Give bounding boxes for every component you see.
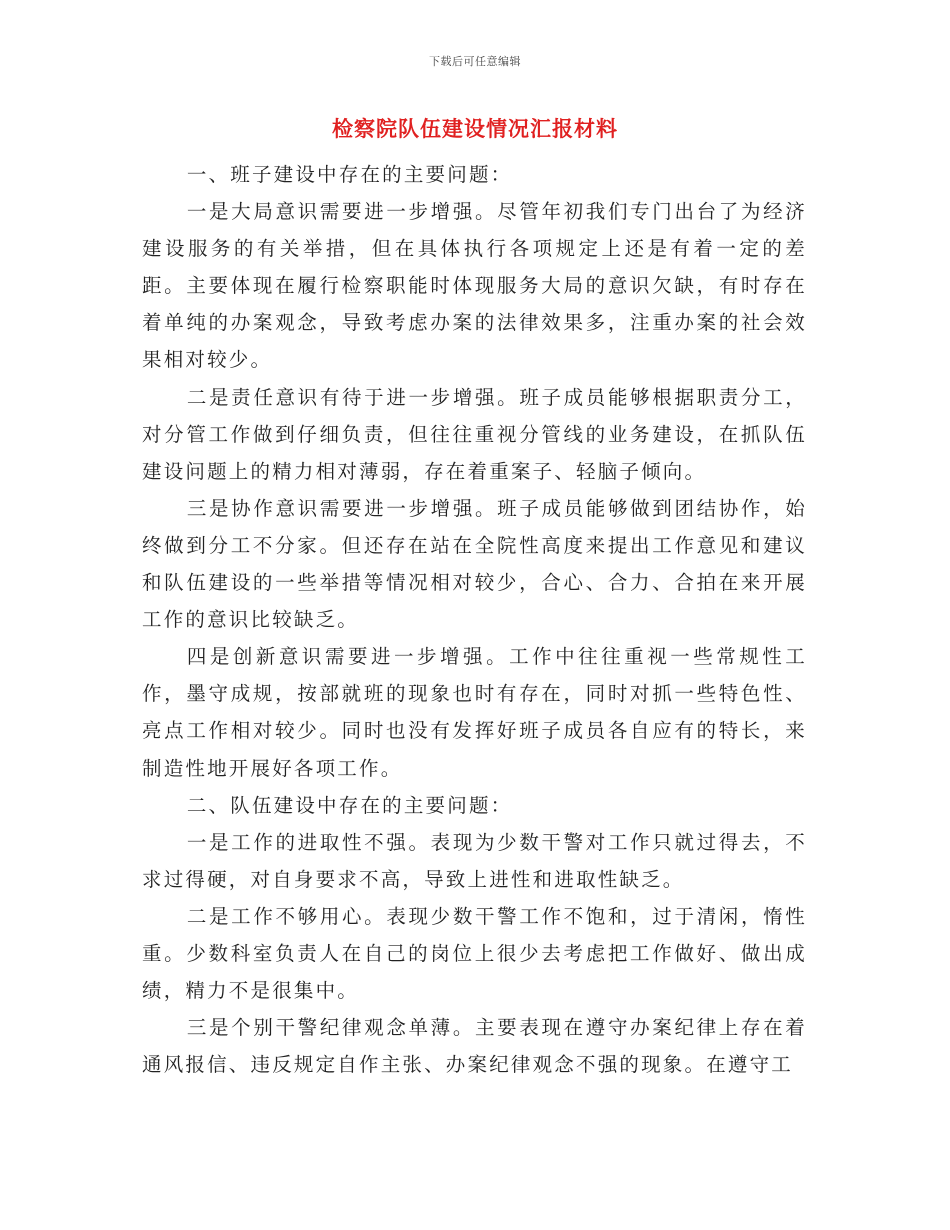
- document-body: [142, 156, 807, 1083]
- paragraph-4: 四是创新意识需要进一步增强。工作中往往重视一些常规性工作，墨守成规，按部就班的现象也时有存在，同时对抓一些特色性、亮点工作相对较少。同时也没有发挥好班子成员各自应有的特长，来制造性地开展好各项工作。: [142, 645, 807, 780]
- header-note: 下载后可任意编辑: [429, 55, 521, 68]
- document-title: 检察院队伍建设情况汇报材料: [332, 117, 618, 141]
- paragraph-2: 二是责任意识有待于进一步增强。班子成员能够根据职责分工，对分管工作做到仔细负责，但往往重视分管线的业务建设，在抓队伍建设问题上的精力相对薄弱，存在着重案子、轻脑子倾向。: [142, 385, 807, 483]
- paragraph-6: 二是工作不够用心。表现少数干警工作不饱和，过于清闲，惰性重。少数科室负责人在自己的岗位上很少去考虑把工作做好、做出成绩，精力不是很集中。: [142, 904, 807, 1003]
- paragraph-5: 一是工作的进取性不强。表现为少数干警对工作只就过得去，不求过得硬，对自身要求不高，导致上进性和进取性缺乏。: [142, 830, 807, 891]
- section-heading-2: 二、队伍建设中存在的主要问题：: [186, 793, 513, 817]
- paragraph-7: 三是个别干警纪律观念单薄。主要表现在遵守办案纪律上存在着通风报信、违反规定自作主张、办案纪律观念不强的现象。在遵守工: [142, 1016, 807, 1077]
- section-heading-1: 一、班子建设中存在的主要问题：: [186, 163, 513, 186]
- paragraph-3: 三是协作意识需要进一步增强。班子成员能够做到团结协作，始终做到分工不分家。但还存在站在全院性高度来提出工作意见和建议和队伍建设的一些举措等情况相对较少，合心、合力、合拍在来开展工作的意识比较缺乏。: [142, 496, 807, 632]
- paragraph-1: 一是大局意识需要进一步增强。尽管年初我们专门出台了为经济建设服务的有关举措，但在具体执行各项规定上还是有着一定的差距。主要体现在履行检察职能时体现服务大局的意识欠缺，有时存在着单纯的办案观念，导致考虑办案的法律效果多，注重办案的社会效果相对较少。: [142, 200, 807, 372]
